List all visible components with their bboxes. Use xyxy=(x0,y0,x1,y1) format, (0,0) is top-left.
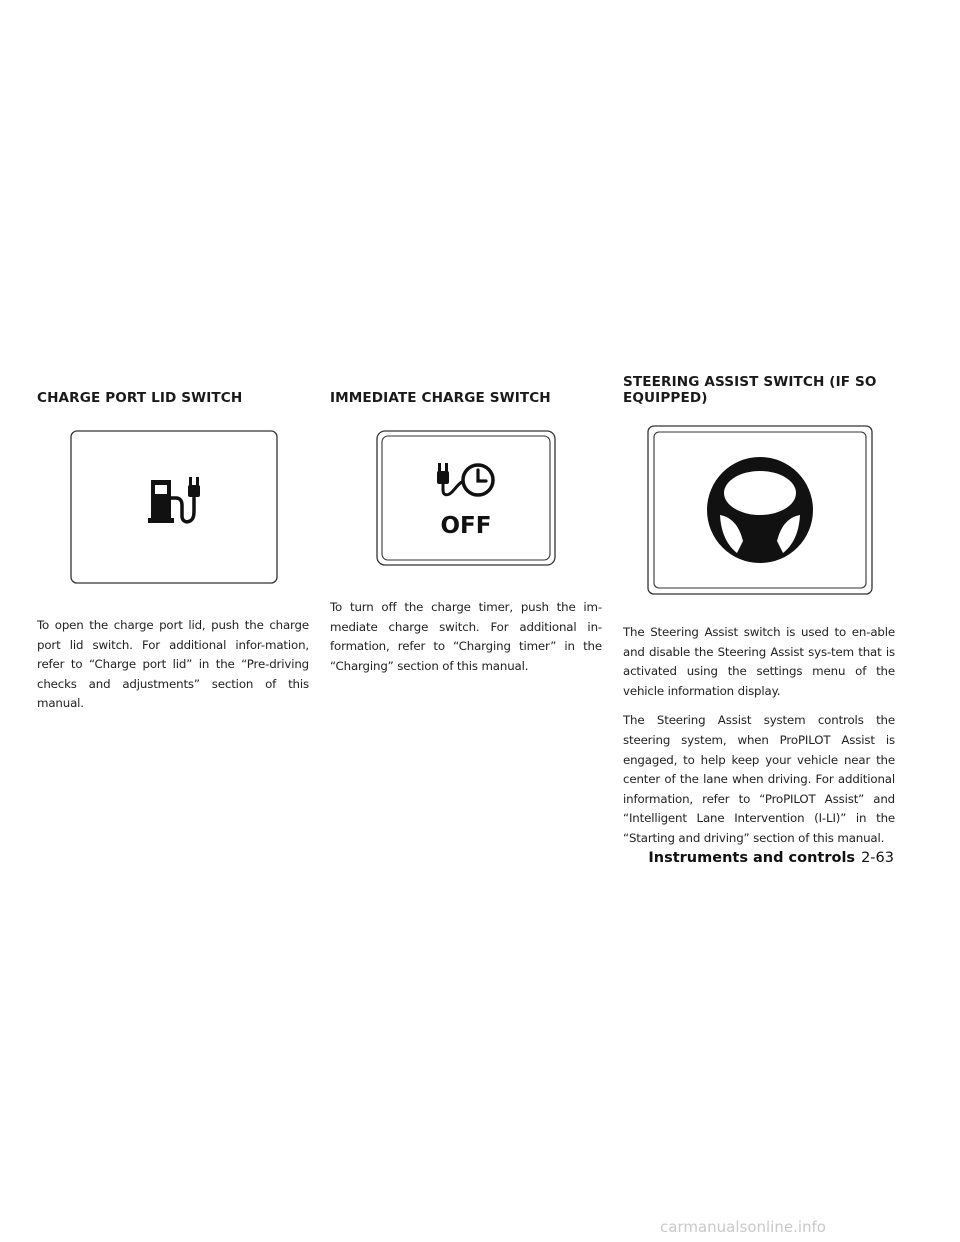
fuel-pump-plug-icon xyxy=(70,430,278,584)
page-number: 2-63 xyxy=(861,850,894,866)
section-heading: CHARGE PORT LID SWITCH xyxy=(37,390,243,406)
charge-port-lid-switch-figure xyxy=(70,430,309,588)
section-heading: STEERING ASSIST SWITCH (IF SO EQUIPPED) xyxy=(623,374,877,406)
section-immediate-charge-switch xyxy=(330,366,602,676)
body-paragraph: To turn off the charge timer, push the im-mediate charge switch. For additional in-formation, refer to “Charging timer” in the “Charging” section of this manual. xyxy=(330,600,602,673)
steering-wheel-icon xyxy=(707,457,813,563)
switch-frame xyxy=(376,430,556,566)
switch-off-label: OFF xyxy=(440,513,492,539)
section-charge-port-lid-switch xyxy=(37,366,309,714)
section-steering-assist-switch xyxy=(623,366,895,849)
switch-frame xyxy=(647,425,873,595)
body-paragraph: To open the charge port lid, push the charge port lid switch. For additional infor-mation, refer to “Charge port lid” in the “Pre-driving checks and adjustments” section of this manual. xyxy=(37,618,309,711)
body-paragraph: The Steering Assist system controls the steering system, when ProPILOT Assist is engaged, to help keep your vehicle near the center of the lane when driving. For additional information, refer to “ProPILOT Assist” and “Intelligent Lane Intervention (I-LI)” in the “Starting and driving” section of this manual. xyxy=(623,713,895,845)
immediate-charge-switch-figure xyxy=(376,430,602,570)
body-paragraph: The Steering Assist switch is used to en-able and disable the Steering Assist sys-tem that is activated using the settings menu of the vehicle information display. xyxy=(623,625,895,698)
footer-section-title: Instruments and controls xyxy=(648,850,856,866)
section-heading: IMMEDIATE CHARGE SWITCH xyxy=(330,390,551,406)
steering-assist-switch-figure xyxy=(647,425,895,599)
watermark: carmanualsonline.info xyxy=(660,1218,826,1236)
page-footer xyxy=(648,850,894,866)
